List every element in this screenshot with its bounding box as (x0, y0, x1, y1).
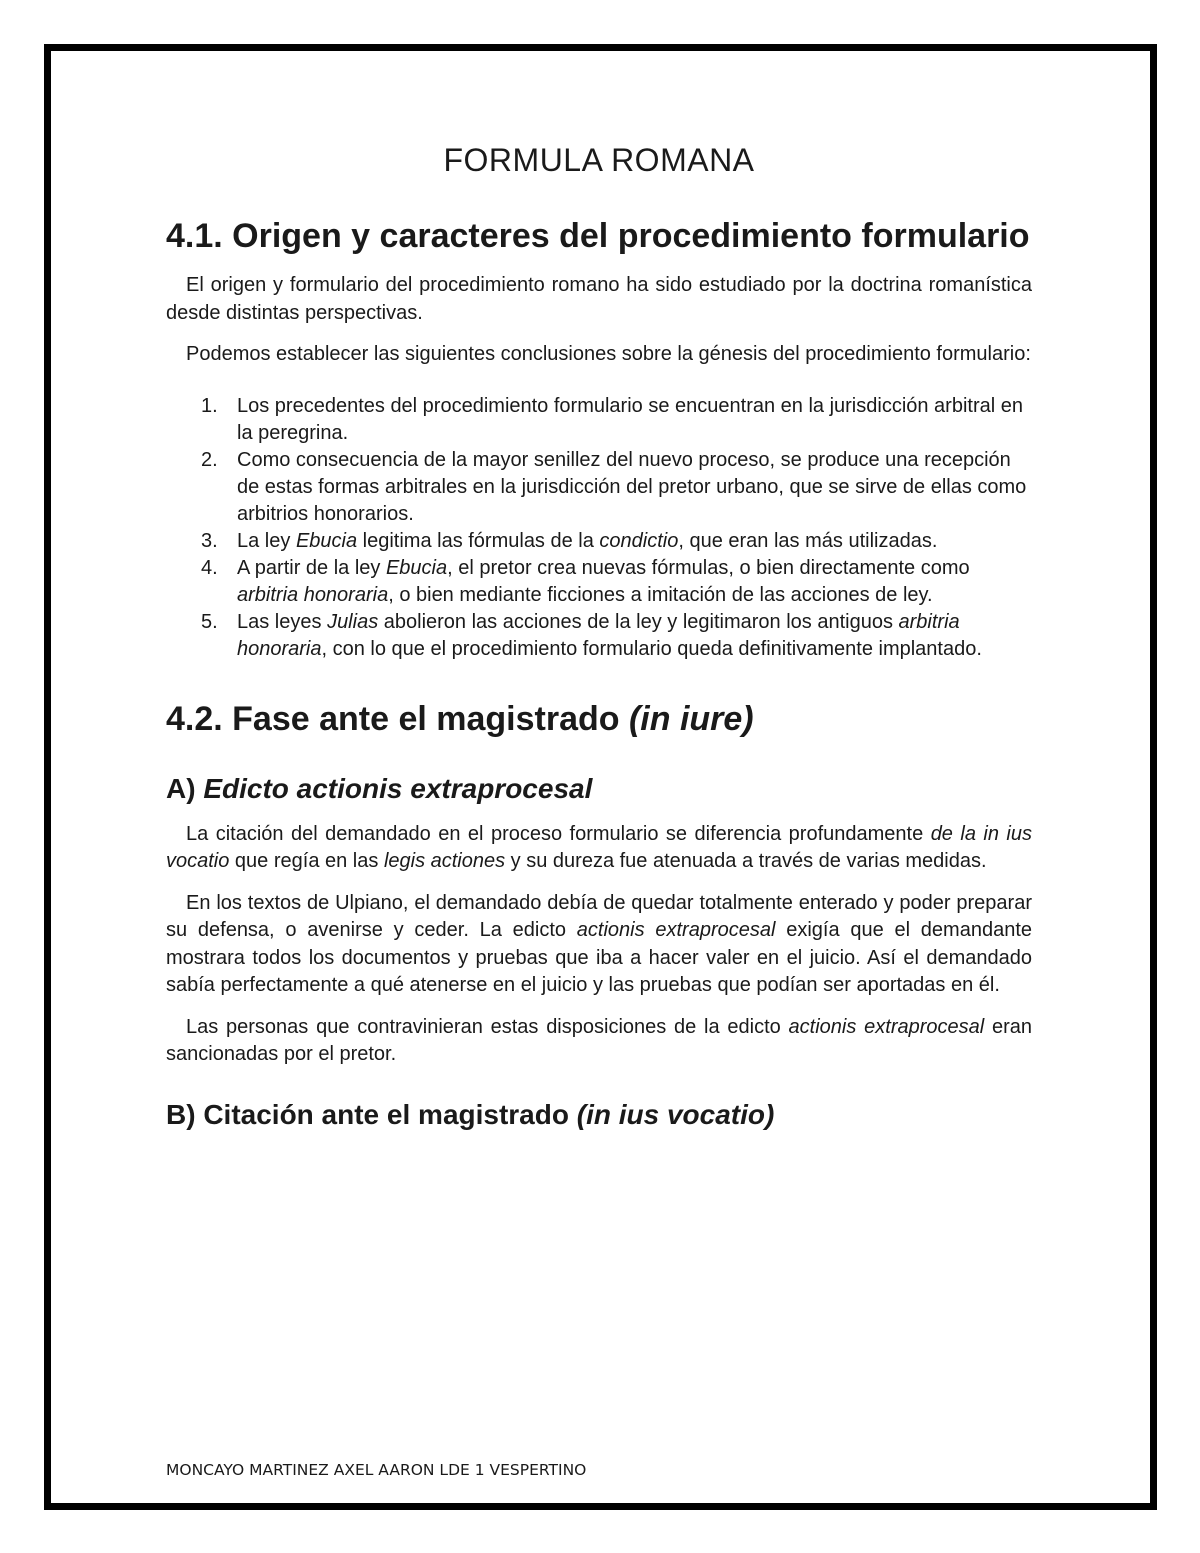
list-number: 4. (201, 556, 218, 579)
italic-term: actionis extraprocesal (788, 1015, 985, 1038)
list-item (166, 447, 1027, 528)
list-number: 3. (201, 529, 218, 552)
list-item (166, 528, 1027, 555)
conclusions-list (166, 393, 1032, 663)
section-heading-text: 4.2. Fase ante el magistrado (166, 699, 629, 738)
list-italic-term: Julias (327, 610, 379, 633)
list-text: Como consecuencia de la mayor senillez del nuevo proceso, se produce una recepción de estas formas arbitrales en la jurisdicción del pretor urbano, que se sirve de ellas como arbitrios honorarios. (237, 448, 1027, 525)
italic-term: de la in ius vocatio (166, 822, 1033, 872)
subsection-italic: (in ius vocatio) (576, 1098, 775, 1130)
list-italic-term: arbitria honoraria (237, 583, 389, 606)
list-text: Los precedentes del procedimiento formulario se encuentran en la jurisdicción arbitral en la peregrina. (237, 394, 1023, 444)
list-text: Las leyes (237, 610, 328, 633)
list-text: abolieron las acciones de la ley y legitimaron los antiguos (378, 610, 899, 633)
list-number: 1. (201, 394, 218, 417)
subsection-italic: Edicto actionis extraprocesal (203, 772, 593, 804)
paragraph-text: Las personas que contravinieran estas disposiciones de la edicto (186, 1015, 789, 1038)
paragraph-text: La citación del demandado en el proceso formulario se diferencia profundamente (186, 822, 931, 845)
list-text: , con lo que el procedimiento formulario queda definitivamente implantado. (321, 637, 982, 660)
subsection-label: A) (166, 772, 204, 804)
paragraph-text: En los textos de Ulpiano, el demandado debía de quedar totalmente enterado y poder preparar su defensa, o avenirse y ceder. La edicto (166, 891, 1032, 941)
list-text: , que eran las más utilizadas. (678, 529, 938, 552)
document-body (166, 138, 1032, 1149)
list-number: 5. (201, 610, 218, 633)
list-item (166, 555, 1027, 609)
list-text: , el pretor crea nuevas fórmulas, o bien directamente como (447, 556, 970, 579)
list-text: A partir de la ley (237, 556, 386, 579)
list-italic-term: Ebucia (385, 556, 448, 579)
list-italic-term: arbitria honoraria (237, 610, 960, 660)
paragraph-conclusions: Podemos establecer las siguientes conclusiones sobre la génesis del procedimiento formulario: (186, 343, 1031, 365)
list-text: La ley (237, 529, 296, 552)
subsection-text: B) Citación ante el magistrado (166, 1098, 577, 1130)
subsection-heading-b (166, 1097, 1032, 1133)
italic-term: legis actiones (383, 850, 506, 872)
list-italic-term: condictio (599, 529, 679, 552)
paragraph-text: que regía en las (229, 850, 384, 872)
paragraph-text: eran sancionadas por el pretor. (166, 1015, 1033, 1065)
list-item (166, 393, 1027, 447)
section-heading-4-2 (166, 697, 1032, 741)
document-title: FORMULA ROMANA (443, 142, 755, 178)
page-footer: MONCAYO MARTINEZ AXEL AARON LDE 1 VESPERTINO (166, 1461, 587, 1479)
section-heading-4-1: 4.1. Origen y caracteres del procedimiento formulario (166, 217, 1030, 255)
list-item (166, 609, 1027, 663)
paragraph-citacion (166, 821, 1032, 876)
paragraph-text: exigía que el demandante mostrara todos los documentos y pruebas que iba a hacer valer en el juicio. Así el demandado sabía perfectamente a qué atenerse en el juicio y las pruebas que podían ser aportadas en él. (166, 919, 1033, 996)
list-number: 2. (201, 448, 218, 471)
paragraph-ulpiano (166, 890, 1032, 1000)
list-text: , o bien mediante ficciones a imitación de las acciones de ley. (388, 583, 933, 606)
list-italic-term: Ebucia (295, 529, 358, 552)
paragraph-text: y su dureza fue atenuada a través de varias medidas. (505, 850, 987, 872)
italic-term: actionis extraprocesal (576, 919, 776, 941)
paragraph-origin: El origen y formulario del procedimiento romano ha sido estudiado por la doctrina romanística desde distintas perspectivas. (166, 274, 1032, 324)
list-text: legitima las fórmulas de la (357, 529, 600, 552)
paragraph-sanciones (166, 1014, 1032, 1069)
subsection-heading-a (166, 771, 1032, 807)
section-heading-italic: (in iure) (628, 699, 754, 738)
